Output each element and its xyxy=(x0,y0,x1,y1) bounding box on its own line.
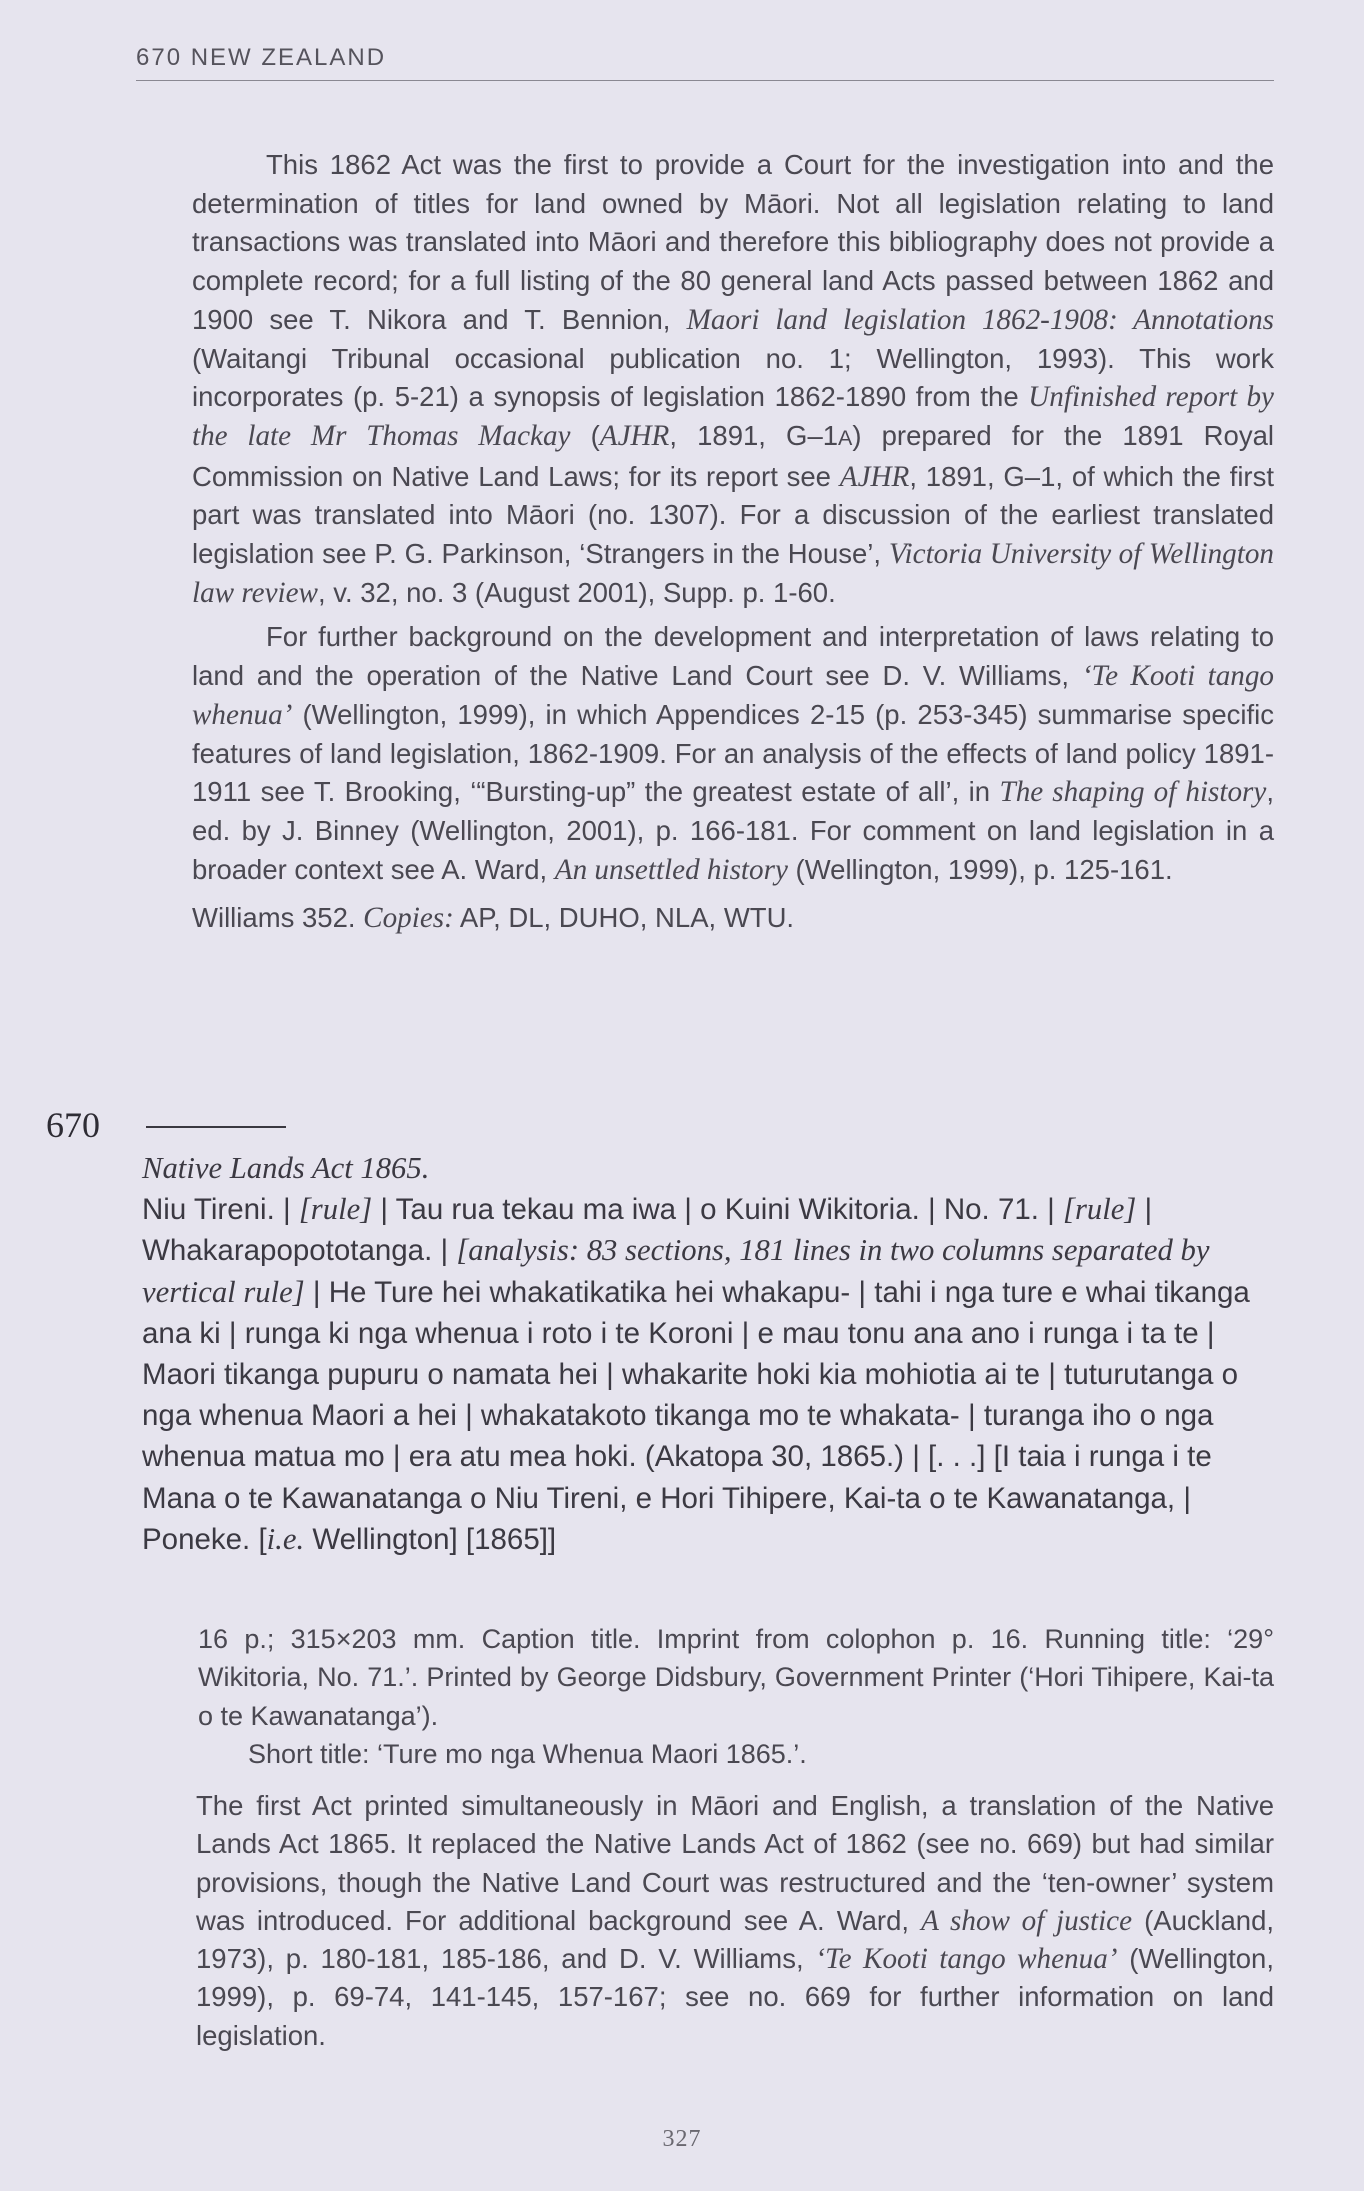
entry-number: 670 xyxy=(46,1105,100,1145)
running-header: 670 NEW ZEALAND xyxy=(136,44,1274,81)
entry-body xyxy=(142,1148,1274,1560)
entry-transcription: Niu Tireni. | [rule] | Tau rua tekau ma iwa | o Kuini Wikitoria. | No. 71. | [rule] | Whakarapopototanga. | [analysis: 83 sections, 181 lines in two columns separated by vertical rule] | He Ture hei whakatikatika hei whakapu- | tahi i nga ture e whai tikanga ana ki | runga ki nga whenua i roto i te Koroni | e mau tonu ana ano i runga i ta te | Maori tikanga pupuru o namata hei | whakarite hoki kia mohiotia ai te | tuturutanga o nga whenua Maori a hei | whakatakoto tikanga mo te whakata- | turanga iho o nga whenua matua mo | era atu mea hoki. (Akatopa 30, 1865.) | [. . .] [I taia i runga i te Mana o te Kawanatanga o Niu Tireni, e Hori Tihipere, Kai-ta o te Kawanatanga, | Poneke. [i.e. Wellington] [1865]] xyxy=(142,1192,1250,1556)
note-text: The first Act printed simultaneously in Māori and English, a translation of the Native Lands Act 1865. It replaced the Native Lands Act of 1862 (see no. 669) but had similar provisions, though the Native Land Court was restructured and the ‘ten-owner’ system was introduced. For additional background see A. Ward, A show of justice (Auckland, 1973), p. 180-181, 185-186, and D. V. Williams, ‘Te Kooti tango whenua’ (Wellington, 1999), p. 69-74, 141-145, 157-167; see no. 669 for further information on land legislation. xyxy=(196,1790,1275,2051)
short-title: Short title: ‘Ture mo nga Whenua Maori 1865.’. xyxy=(248,1738,807,1769)
entry-note xyxy=(196,1787,1274,2055)
intro-paragraph-2: For further background on the development and interpretation of laws relating to land and the operation of the Native Land Court see D. V. Williams, ‘Te Kooti tango whenua’ (Wellington, 1999), in which Appendices 2-15 (p. 253-345) summarise specific features of land legislation, 1862-1909. For an analysis of the effects of land policy 1891-1911 see T. Brooking, ‘“Bursting-up” the greatest estate of all’, in The shaping of history, ed. by J. Binney (Wellington, 2001), p. 166-181. For comment on land legislation in a broader context see A. Ward, An unsettled history (Wellington, 1999), p. 125-161. xyxy=(192,621,1275,886)
entry-dash-rule xyxy=(146,1126,286,1128)
intro-notes xyxy=(192,146,1274,938)
collation-text: 16 p.; 315×203 mm. Caption title. Imprint from colophon p. 16. Running title: ‘29° Wikitoria, No. 71.’. Printed by George Didsbury, Government Printer (‘Hori Tihipere, Kai-ta o te Kawanatanga’). xyxy=(198,1624,1274,1731)
collation-block xyxy=(198,1620,1274,1773)
copies-line: Williams 352. Copies: AP, DL, DUHO, NLA, WTU. xyxy=(192,902,795,935)
entry-title: Native Lands Act 1865. xyxy=(142,1151,430,1185)
page-number: 327 xyxy=(662,2126,702,2152)
intro-paragraph-1: This 1862 Act was the first to provide a Court for the investigation into and the determination of titles for land owned by Māori. Not all legislation relating to land transactions was translated into Māori and therefore this bibliography does not provide a complete record; for a full listing of the 80 general land Acts passed between 1862 and 1900 see T. Nikora and T. Bennion, Maori land legislation 1862-1908: Annotations (Waitangi Tribunal occasional publication no. 1; Wellington, 1993). This work incorporates (p. 5-21) a synopsis of legislation 1862-1890 from the Unfinished report by the late Mr Thomas Mackay (AJHR, 1891, G–1A) prepared for the 1891 Royal Commission on Native Land Laws; for its report see AJHR, 1891, G–1, of which the first part was translated into Māori (no. 1307). For a discussion of the earliest translated legislation see P. G. Parkinson, ‘Strangers in the House’, Victoria University of Wellington law review, v. 32, no. 3 (August 2001), Supp. p. 1-60. xyxy=(192,149,1274,609)
